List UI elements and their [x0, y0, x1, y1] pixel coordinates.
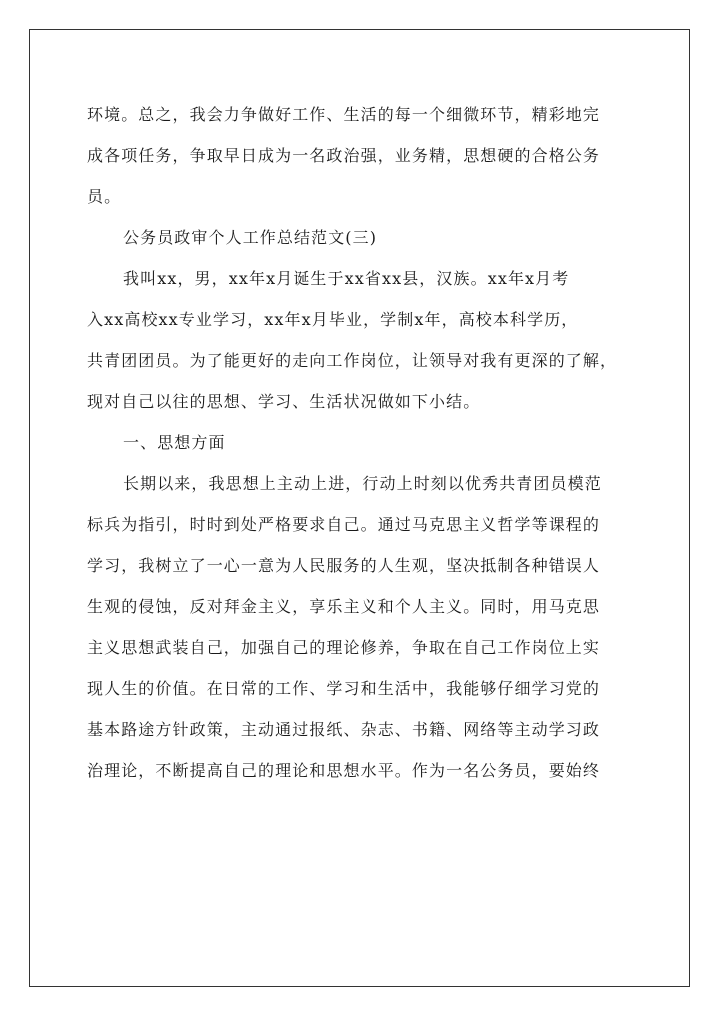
text-line-14: 主义思想武装自己，加强自己的理论修养，争取在自己工作岗位上实 — [87, 638, 601, 657]
text-line-12: 学习，我树立了一心一意为人民服务的人生观，坚决抵制各种错误人 — [87, 556, 601, 575]
text-line-13: 生观的侵蚀，反对拜金主义，享乐主义和个人主义。同时，用马克思 — [87, 597, 601, 616]
text-line-11: 标兵为指引，时时到处严格要求自己。通过马克思主义哲学等课程的 — [87, 515, 601, 534]
text-line-3: 员。 — [87, 187, 122, 206]
text-line-17: 治理论，不断提高自己的理论和思想水平。作为一名公务员，要始终 — [87, 761, 601, 780]
text-line-6: 入xx高校xx专业学习，xx年x月毕业，学制x年，高校本科学历， — [87, 310, 579, 329]
text-line-7: 共青团团员。为了能更好的走向工作岗位，让领导对我有更深的了解， — [87, 351, 618, 370]
section-heading: 公务员政审个人工作总结范文(三) — [123, 228, 378, 247]
subsection-heading: 一、思想方面 — [123, 433, 226, 452]
document-body — [87, 94, 632, 791]
text-line-16: 基本路途方针政策，主动通过报纸、杂志、书籍、网络等主动学习政 — [87, 720, 601, 739]
text-line-2: 成各项任务，争取早日成为一名政治强，业务精，思想硬的合格公务 — [87, 146, 601, 165]
text-line-8: 现对自己以往的思想、学习、生活状况做如下小结。 — [87, 392, 481, 411]
text-line-10: 长期以来，我思想上主动上进，行动上时刻以优秀共青团员模范 — [123, 474, 602, 493]
text-line-1: 环境。总之，我会力争做好工作、生活的每一个细微环节，精彩地完 — [87, 105, 601, 124]
text-line-5: 我叫xx，男，xx年x月诞生于xx省xx县，汉族。xx年x月考 — [123, 269, 570, 288]
text-line-15: 现人生的价值。在日常的工作、学习和生活中，我能够仔细学习党的 — [87, 679, 601, 698]
